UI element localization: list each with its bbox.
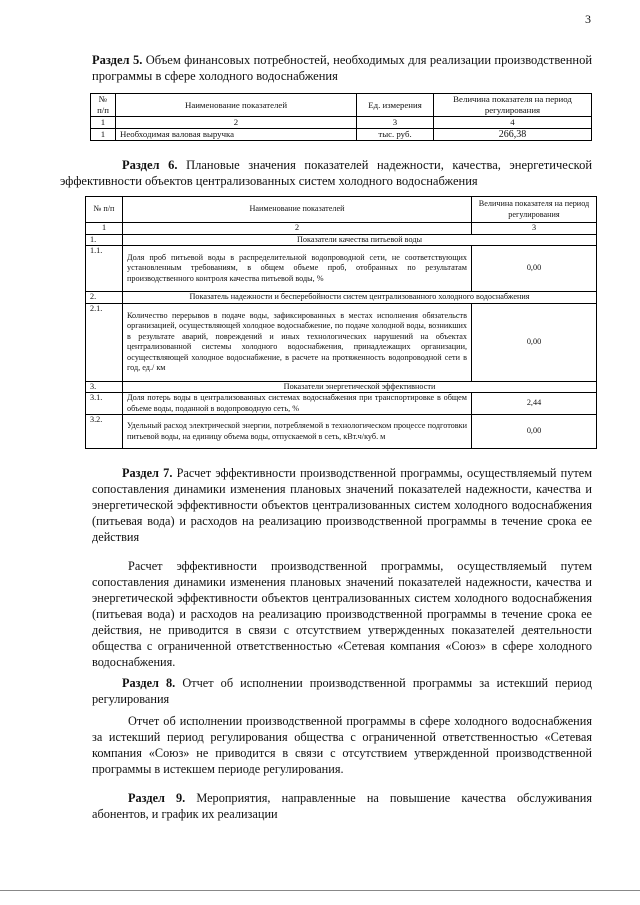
section5-heading: Раздел 5. Объем финансовых потребностей, необходимых для реализации производственной программы в сфере холодного водоснабжения <box>92 53 593 83</box>
table-row <box>86 303 597 381</box>
table-cell: 3.2. <box>86 415 123 449</box>
table-cell: 2.1. <box>86 303 123 381</box>
table-group-row <box>86 292 597 304</box>
table-group-title: Показатели качества питьевой воды <box>123 234 597 246</box>
table-group-row <box>86 381 597 393</box>
section7-heading: Раздел 7. Расчет эффективности производственной программы, осуществляемый путем сопоставления динамики изменения плановых значений показателей надежности, качества и энергетической эффективности объектов централизованных систем холодного водоснабжения (питьевая вода) и расходов на реализацию производственной программы в течение срока ее действия <box>92 466 592 544</box>
table-cell: Количество перерывов в подаче воды, зафиксированных в местах исполнения обязательств организацией, осуществляющей холодное водоснабжение, по подаче холодной воды, возникших в результате аварий, повреждений и иных технологических нарушений на объектах централизованной системы холодного водоснабжения, принадлежащих организации, осуществляющей холодное водоснабжение, в расчете на протяженность водопроводной сети в год, ед./ км <box>123 303 472 381</box>
table-cell: 2 <box>116 117 357 129</box>
table-cell: 2,44 <box>472 393 597 415</box>
table-cell: тыс. руб. <box>357 129 434 141</box>
table-row <box>86 415 597 449</box>
table-cell: 1.1. <box>86 246 123 292</box>
table-cell: 2 <box>123 223 472 235</box>
table-row <box>86 393 597 415</box>
table-cell: 3 <box>472 223 597 235</box>
table-header-cell: Наименование показателей <box>123 197 472 223</box>
table-cell: Доля потерь воды в централизованных системах водоснабжения при транспортировке в общем объеме воды, поданной в водопроводную сеть, % <box>123 393 472 415</box>
table-cell: Удельный расход электрической энергии, потребляемой в технологическом процессе подготовки питьевой воды, на единицу объема воды, отпускаемой в сеть, кВт.ч/куб. м <box>123 415 472 449</box>
table-cell: 3. <box>86 381 123 393</box>
table-cell: 4 <box>434 117 592 129</box>
table-header-cell: № п/п <box>86 197 123 223</box>
table-group-title: Показатели энергетической эффективности <box>123 381 597 393</box>
table-header-cell: № п/п <box>91 94 116 117</box>
table-header-cell: Ед. измерения <box>357 94 434 117</box>
table-cell: 1 <box>91 129 116 141</box>
page-number: 3 <box>585 12 591 26</box>
table-cell: 1 <box>86 223 123 235</box>
table-cell: Доля проб питьевой воды в распределительной водопроводной сети, не соответствующих установленным требованиям, в общем объеме проб, отобранных по результатам производственного контроля качества питьевой воды, % <box>123 246 472 292</box>
section8-heading: Раздел 8. Отчет об исполнении производственной программы за истекший период регулирования <box>92 676 593 706</box>
section9-heading: Раздел 9. Мероприятия, направленные на повышение качества обслуживания абонентов, и график их реализации <box>92 791 593 821</box>
table-cell: 3.1. <box>86 393 123 415</box>
table-header-cell: Величина показателя на период регулирования <box>472 197 597 223</box>
table-cell: 2. <box>86 292 123 304</box>
table-row <box>86 246 597 292</box>
section7-body: Расчет эффективности производственной программы, осуществляемый путем сопоставления динамики изменения плановых значений показателей надежности, качества и энергетической эффективности объектов централизованных систем холодного водоснабжения (питьевая вода) и расходов на реализацию производственной программы в течение срока ее действия, не приводится в связи с отсутствием утвержденных показателей деятельности общества с ограниченной ответственностью «Сетевая компания «Союз» в сфере холодного водоснабжения. <box>92 559 592 669</box>
table-cell: 3 <box>357 117 434 129</box>
table-header-cell: Величина показателя на период регулирования <box>434 94 592 117</box>
table-cell: 1. <box>86 234 123 246</box>
section6-table <box>85 196 597 449</box>
table-header-cell: Наименование показателей <box>116 94 357 117</box>
table-cell: 0,00 <box>472 415 597 449</box>
section5-table <box>90 93 592 141</box>
table-cell: 1 <box>91 117 116 129</box>
table-group-title: Показатель надежности и бесперебойности систем централизованного холодного водоснабжения <box>123 292 597 304</box>
table-cell: 0,00 <box>472 303 597 381</box>
page-bottom-divider <box>0 890 640 891</box>
table-cell: Необходимая валовая выручка <box>116 129 357 141</box>
table-group-row <box>86 234 597 246</box>
table-cell: 266,38 <box>434 129 592 141</box>
section8-body: Отчет об исполнении производственной программы в сфере холодного водоснабжения за истекший период регулирования общества с ограниченной ответственностью «Сетевая компания «Союз» не приводится в связи с отсутствием утвержденной производственной программы в истекшем периоде регулирования. <box>92 714 592 776</box>
table-row <box>91 129 592 141</box>
section6-heading: Раздел 6. Плановые значения показателей надежности, качества, энергетической эффективности объектов централизованных систем холодного водоснабжения <box>60 158 593 188</box>
table-cell: 0,00 <box>472 246 597 292</box>
